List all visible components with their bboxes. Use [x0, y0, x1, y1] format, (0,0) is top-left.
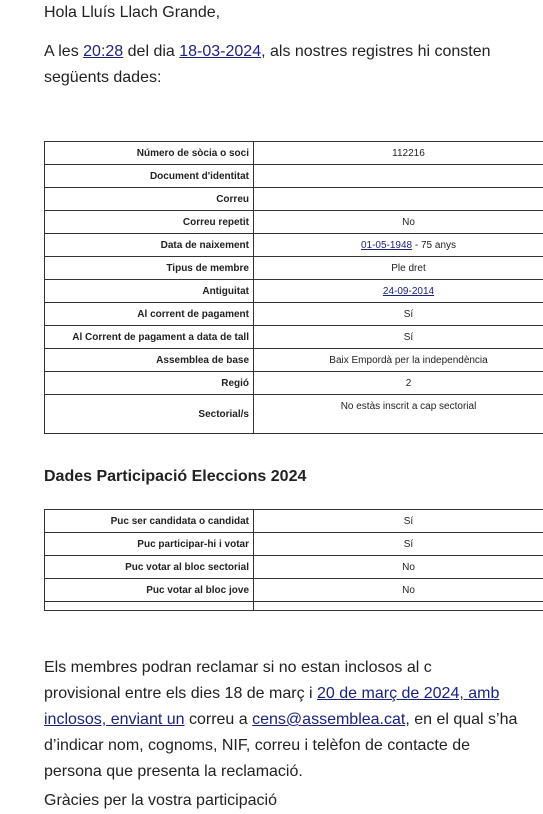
table-row — [45, 349, 543, 372]
table-row — [45, 211, 543, 234]
table-row — [45, 303, 543, 326]
elections-section-title: Dades Participació Eleccions 2024 — [44, 468, 307, 485]
intro-paragraph — [44, 39, 491, 91]
claim-line-3-text: correu a — [184, 711, 253, 728]
row-value: Baix Empordà per la independència — [254, 349, 543, 372]
row-label: Data de naixement — [45, 234, 254, 257]
row-value: 112216 — [254, 142, 543, 165]
claim-paragraph — [44, 655, 517, 785]
row-value: No — [254, 211, 543, 234]
row-value — [254, 234, 543, 257]
table-row — [45, 280, 543, 303]
intro-mid: del dia — [127, 43, 175, 60]
date-link[interactable]: 18-03-2024 — [179, 43, 262, 60]
thanks-text: Gràcies per la vostra participació — [44, 792, 277, 809]
row-label: Número de sòcia o soci — [45, 142, 254, 165]
row-label: Regió — [45, 372, 254, 395]
row-label: Tipus de membre — [45, 257, 254, 280]
row-label: Correu — [45, 188, 254, 211]
row-label: Document d'identitat — [45, 165, 254, 188]
table-row — [45, 395, 543, 434]
intro-line2: següents dades: — [44, 69, 162, 86]
row-label: Puc participar-hi i votar — [45, 533, 254, 556]
table-row-empty — [45, 602, 543, 611]
row-label: Antiguitat — [45, 280, 254, 303]
inclosos-link[interactable]: inclosos, enviant un — [44, 711, 185, 728]
elections-table — [44, 509, 543, 611]
row-label: Puc ser candidata o candidat — [45, 510, 254, 533]
row-label: Puc votar al bloc jove — [45, 579, 254, 602]
row-value: No — [254, 556, 543, 579]
table-row — [45, 579, 543, 602]
intro-suffix: , als nostres registres hi consten — [261, 43, 491, 60]
row-label: Assemblea de base — [45, 349, 254, 372]
row-value: No estàs inscrit a cap sectorial — [254, 395, 543, 434]
table-row — [45, 372, 543, 395]
row-label: Al Corrent de pagament a data de tall — [45, 326, 254, 349]
row-value — [254, 188, 543, 211]
row-label: Sectorial/s — [45, 395, 254, 434]
table-row — [45, 510, 543, 533]
email-link[interactable]: cens@assemblea.cat — [252, 711, 406, 728]
claim-line-3-end: , en el qual s’ha — [405, 711, 518, 728]
seniority-date-link[interactable]: 24-09-2014 — [382, 285, 435, 297]
table-row — [45, 142, 543, 165]
greeting: Hola Lluís Llach Grande, — [44, 4, 221, 21]
row-value: 2 — [254, 372, 543, 395]
claim-line-1: Els membres podran reclamar si no estan inclosos al c — [44, 659, 432, 676]
row-value: Sí — [254, 510, 543, 533]
row-label: Al corrent de pagament — [45, 303, 254, 326]
age-text: - 75 anys — [412, 239, 457, 251]
table-row — [45, 165, 543, 188]
row-label: Correu repetit — [45, 211, 254, 234]
member-data-table — [44, 141, 543, 434]
row-value: Sí — [254, 326, 543, 349]
claim-line-2 — [44, 681, 517, 707]
row-value — [254, 280, 543, 303]
row-value — [254, 602, 543, 611]
row-value: No — [254, 579, 543, 602]
table-row — [45, 533, 543, 556]
row-label: Puc votar al bloc sectorial — [45, 556, 254, 579]
row-value: Ple dret — [254, 257, 543, 280]
row-value — [254, 165, 543, 188]
table-row — [45, 556, 543, 579]
claim-line-2-text: provisional entre els dies 18 de març i — [44, 685, 318, 702]
table-row — [45, 188, 543, 211]
row-label — [45, 602, 254, 611]
birthdate-link[interactable]: 01-05-1948 — [360, 239, 413, 251]
table-row — [45, 326, 543, 349]
time-link[interactable]: 20:28 — [83, 43, 124, 60]
table-row — [45, 257, 543, 280]
row-value: Sí — [254, 533, 543, 556]
row-value: Sí — [254, 303, 543, 326]
claim-line-5: persona que presenta la reclamació. — [44, 763, 303, 780]
claim-line-4: d’indicar nom, cognoms, NIF, correu i telèfon de contacte de — [44, 737, 470, 754]
claim-line-3 — [44, 707, 517, 733]
intro-prefix: A les — [44, 43, 79, 60]
table-row — [45, 234, 543, 257]
deadline-link[interactable]: 20 de març de 2024, amb — [317, 685, 500, 702]
